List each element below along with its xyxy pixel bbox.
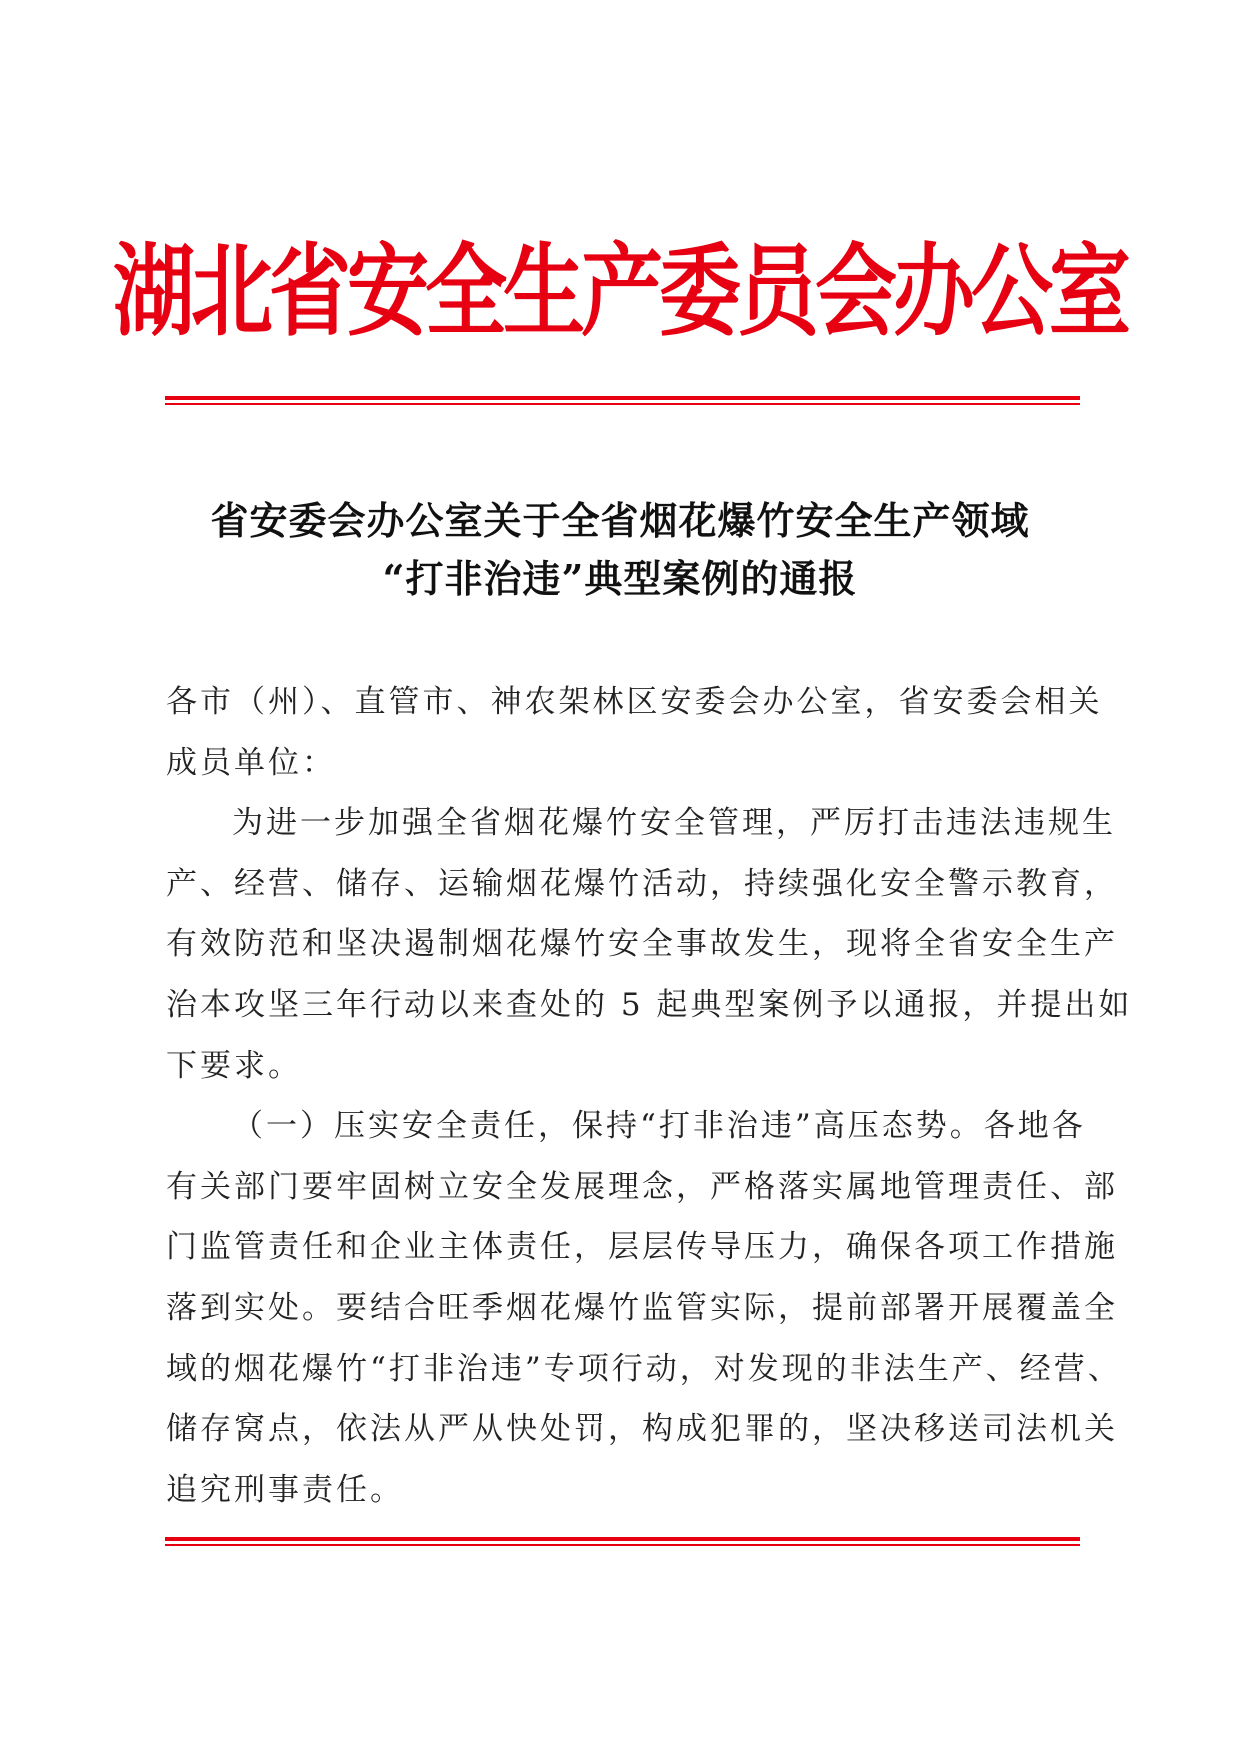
- body-line: 各市（州）、直管市、神农架林区安委会办公室，省安委会相关: [166, 684, 1103, 720]
- header-rule-thick: [165, 396, 1080, 400]
- header-red-rule: [165, 396, 1080, 406]
- body-line: 落到实处。要结合旺季烟花爆竹监管实际，提前部署开展覆盖全: [166, 1289, 1118, 1326]
- document-title: [150, 492, 1090, 608]
- body-line: 储存窝点，依法从严从快处罚，构成犯罪的，坚决移送司法机关: [166, 1411, 1118, 1448]
- body-line: （一）压实安全责任，保持“打非治违”高压态势。各地各: [232, 1108, 1086, 1145]
- footer-rule-thin: [165, 1544, 1080, 1546]
- title-line-2: “打非治违”典型案例的通报: [382, 556, 858, 601]
- body-line: 门监管责任和企业主体责任，层层传导压力，确保各项工作措施: [166, 1229, 1118, 1266]
- issuer-masthead: 湖北省安全生产委员会办公室: [112, 234, 1127, 351]
- header-rule-thin: [165, 403, 1080, 405]
- body-line: 有效防范和坚决遏制烟花爆竹安全事故发生，现将全省安全生产: [166, 926, 1118, 963]
- body-line: 成员单位：: [166, 744, 336, 781]
- body-line: 为进一步加强全省烟花爆竹安全管理，严厉打击违法违规生: [232, 805, 1116, 842]
- body-line: 治本攻坚三年行动以来查处的 5 起典型案例予以通报，并提出如: [166, 986, 1133, 1023]
- body-line: 域的烟花爆竹“打非治违”专项行动，对发现的非法生产、经营、: [166, 1350, 1122, 1387]
- body-line: 下要求。: [166, 1047, 302, 1084]
- footer-red-rule: [165, 1537, 1080, 1547]
- body-line: 有关部门要牢固树立安全发展理念，严格落实属地管理责任、部: [166, 1168, 1118, 1205]
- document-body: [166, 672, 1133, 1520]
- title-line-1: 省安委会办公室关于全省烟花爆竹安全生产领域: [210, 498, 1030, 543]
- body-line: 产、经营、储存、运输烟花爆竹活动，持续强化安全警示教育，: [166, 865, 1118, 902]
- footer-rule-thick: [165, 1537, 1080, 1541]
- body-line: 追究刑事责任。: [166, 1471, 404, 1508]
